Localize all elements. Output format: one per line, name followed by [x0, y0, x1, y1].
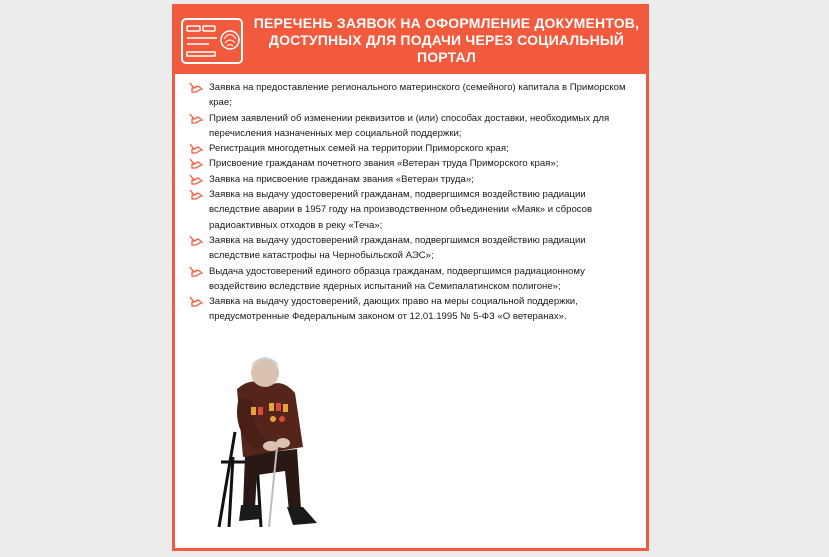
- list-item: [189, 172, 634, 187]
- veteran-illustration: [197, 337, 357, 532]
- list-item-text: Выдача удостоверений единого образца гражданам, подвергшимся радиационному воздействию вследствие ядерных испытаний на Семипалатинском полигоне»;: [209, 265, 585, 292]
- hand-pointer-icon: [189, 235, 204, 246]
- list-item-text: Присвоение гражданам почетного звания «Ветеран труда Приморского края»;: [209, 158, 559, 170]
- list-item-text: Заявка на выдачу удостоверений гражданам, подвергшимся воздействию радиации вследствие аварии в 1957 году на производственном объединении «Маяк» и сбросов радиоактивных отходов в реку «Теча»;: [209, 189, 593, 231]
- list-item-text: Заявка на выдачу удостоверений гражданам, подвергшимся воздействию радиации вследствие катастрофы на Чернобыльской АЭС»;: [209, 234, 586, 262]
- list-item: [189, 156, 634, 171]
- list-item: [189, 233, 634, 264]
- list-item: [189, 294, 634, 325]
- list-item: [189, 80, 634, 111]
- hand-pointer-icon: [189, 82, 204, 93]
- id-card-icon: [179, 16, 245, 66]
- hand-pointer-icon: [189, 296, 204, 307]
- page-title: ПЕРЕЧЕНЬ ЗАЯВОК НА ОФОРМЛЕНИЕ ДОКУМЕНТОВ, ДОСТУПНЫХ ДЛЯ ПОДАЧИ ЧЕРЕЗ СОЦИАЛЬНЫЙ ПОРТАЛ: [253, 15, 640, 65]
- list-item: [189, 111, 634, 142]
- list-item-text: Регистрация многодетных семей на территории Приморского края;: [209, 143, 509, 155]
- list-item: [189, 264, 634, 295]
- list-item: [189, 187, 634, 233]
- hand-pointer-icon: [189, 113, 204, 124]
- hand-pointer-icon: [189, 143, 204, 154]
- application-list: [189, 80, 634, 325]
- list-item-text: Заявка на присвоение гражданам звания «Ветеран труда»;: [209, 173, 474, 185]
- hand-pointer-icon: [189, 174, 204, 185]
- hand-pointer-icon: [189, 158, 204, 169]
- hand-pointer-icon: [189, 266, 204, 277]
- card-header: [175, 7, 646, 74]
- list-item-text: Заявка на предоставление регионального материнского (семейного) капитала в Приморском крае;: [209, 82, 626, 109]
- list-item: [189, 141, 634, 156]
- hand-pointer-icon: [189, 189, 204, 200]
- list-item-text: Прием заявлений об изменении реквизитов и (или) способах доставки, необходимых для перечисления назначенных мер социальной поддержки;: [209, 112, 610, 139]
- list-item-text: Заявка на выдачу удостоверений, дающих право на меры социальной поддержки, предусмотренные Федеральным законом от 12.01.1995 № 5-ФЗ «О ветеранах».: [209, 296, 578, 323]
- info-card: [172, 4, 649, 551]
